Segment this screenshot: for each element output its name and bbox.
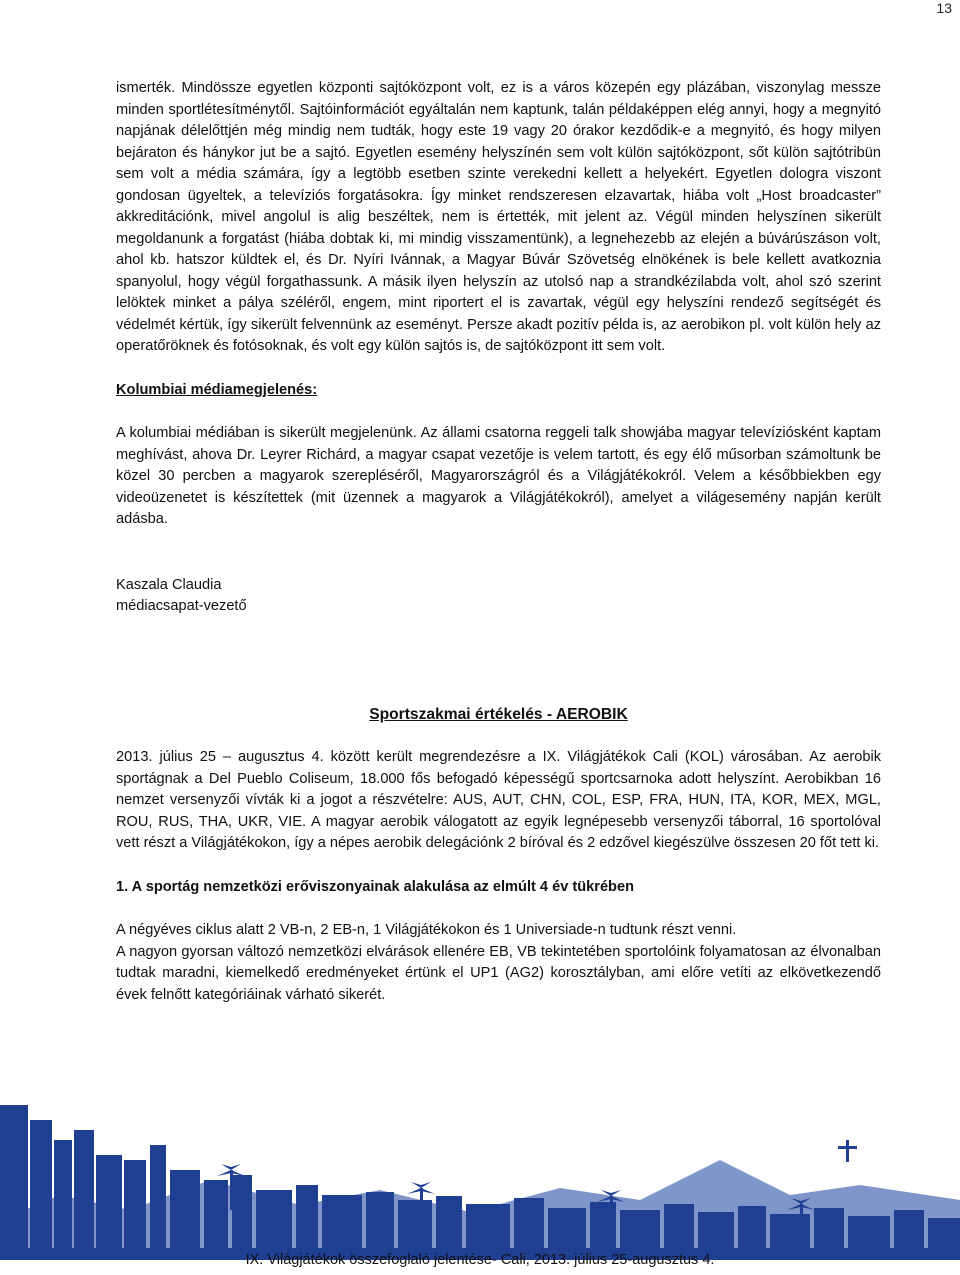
paragraph-aerobik-intro: 2013. július 25 – augusztus 4. között került megrendezésre a IX. Világjátékok Cali (KOL) városában. Az aerobik sportágnak a Del Pueblo Coliseum, 18.000 fős befogadó képességű sportcsarnoka adott helyszínt. Aerobikban 16 nemzet versenyzői vívták ki a jogot a részvételre: AUS, AUT, CHN, COL, ESP, FRA, HUN, ITA, KOR, MEX, MGL, ROU, RUS, THA, UKR, VIE. A magyar aerobik válogatott az egyik legnépesebb versenyzői táborral, 16 sportolóval vett részt a Világjátékokon, így a népes aerobik delegációnk 2 bíróval és 2 edzővel kiegészülve összesen 20 főt tett ki. [116, 749, 881, 851]
signature-role: médiacsapat-vezető [116, 598, 247, 614]
statue-arms [838, 1146, 857, 1149]
heading-colombian-media: Kolumbiai médiamegjelenés: [116, 381, 318, 398]
cali-skyline-illustration [0, 1100, 960, 1260]
skyline-building [30, 1120, 52, 1260]
skyline-building [96, 1155, 122, 1260]
skyline-building [0, 1105, 28, 1260]
palm-trunk [420, 1188, 423, 1228]
paragraph-results: A nagyon gyorsan változó nemzetközi elvárások ellenére EB, VB tekintetében sportolóink folyamatosan az élvonalban tudtak maradni, kiemelkedő eredményeket értünk el UP1 (AG2) korosztályban, ami előre vetíti az elkövetkezendő évek felnőtt kategóriáinak várható sikerét. [116, 943, 881, 1003]
statue-body [846, 1140, 849, 1162]
skyline-building [232, 1175, 252, 1260]
footer-report-title: IX. Világjátékok összefoglaló jelentése- Cali, 2013. július 25-augusztus 4. [245, 1252, 715, 1268]
palm-trunk [800, 1204, 803, 1244]
skyline-building [150, 1145, 166, 1260]
skyline-building [74, 1130, 94, 1260]
heading-international-standing: 1. A sportág nemzetközi erőviszonyainak alakulása az elmúlt 4 év tükrében [116, 878, 634, 895]
palm-trunk [230, 1170, 233, 1210]
skyline-building [54, 1140, 72, 1260]
page-number: 13 [936, 0, 952, 16]
signature-name: Kaszala Claudia [116, 576, 222, 593]
document-body [116, 78, 881, 1006]
palm-trunk [610, 1196, 613, 1236]
skyline-building [170, 1170, 200, 1260]
paragraph-cycle-competitions: A négyéves ciklus alatt 2 VB-n, 2 EB-n, 1 Világjátékokon és 1 Universiade-n tudtunk részt venni. [116, 922, 737, 938]
paragraph-colombian-media: A kolumbiai médiában is sikerült megjelenünk. Az állami csatorna reggeli talk showjába magyar televíziósként kaptam meghívást, ahova Dr. Leyrer Richárd, a magyar csapat vezetője is velem tartott, és egy élő műsorban számoltunk be közel 30 percben a magyarok szerepléséről, Magyarországról és a Világjátékokról. Velem a későbbiekben egy videoüzenetet is készítettek (mit üzennek a magyarok a Világjátékokról), amelyet a világesemény napján került adásba. [116, 425, 881, 527]
paragraph-press-conditions: ismerték. Mindössze egyetlen központi sajtóközpont volt, ez is a város közepén egy plázában, viszonylag messze minden sportlétesítménytől. Sajtóinformációt egyáltalán nem kaptunk, talán példaképpen elég annyi, hogy a megnyitó napjának délelőttjén még mindig nem tudták, hogy este 19 vagy 20 órakor kezdődik-e a megnyitó, és hogy milyen bejáraton és hánykor jut be a sajtó. Egyetlen esemény helyszínén sem volt külön sajtóközpont, sőt külön sajtótribün sem volt a média számára, így a legtöbb esetben szinte verekedni kellett a helyekért. Egyetlen dologra viszont gondosan ügyeltek, a televíziós forgatásokra. Így minket rendszeresen elzavartak, hiába volt „Host broadcaster” akkreditációnk, mivel angolul is alig beszéltek, nem is értették, mit jelent az. Végül minden helyszínen sikerült megoldanunk a forgatást (hiába dobtak ki, mi mindig visszamentünk), a legnehezebb az elején a búvárúszáson volt, ahol kb. hatszor küldtek el, és Dr. Nyíri Ivánnak, a Magyar Búvár Szövetség elnökének is bele kellett avatkoznia spanyolul, hogy végül forgathassunk. A másik ilyen helyszín az utolsó nap a strandkézilabda volt, ahol szó szerint lelöktek minket a pálya széléről, engem, mint riportert el is zavartak, végül egy helyszíni rendező segítségét és védelmét kértük, így sikerült felvennünk az eseményt. Persze akadt pozitív példa is, az aerobikon pl. volt külön hely az operatőröknek és fotósoknak, és volt egy külön sajtós is, de sajtóközpont itt sem volt. [116, 80, 881, 354]
skyline-building [124, 1160, 146, 1260]
section-title-aerobik: Sportszakmai értékelés - AEROBIK [369, 705, 628, 723]
